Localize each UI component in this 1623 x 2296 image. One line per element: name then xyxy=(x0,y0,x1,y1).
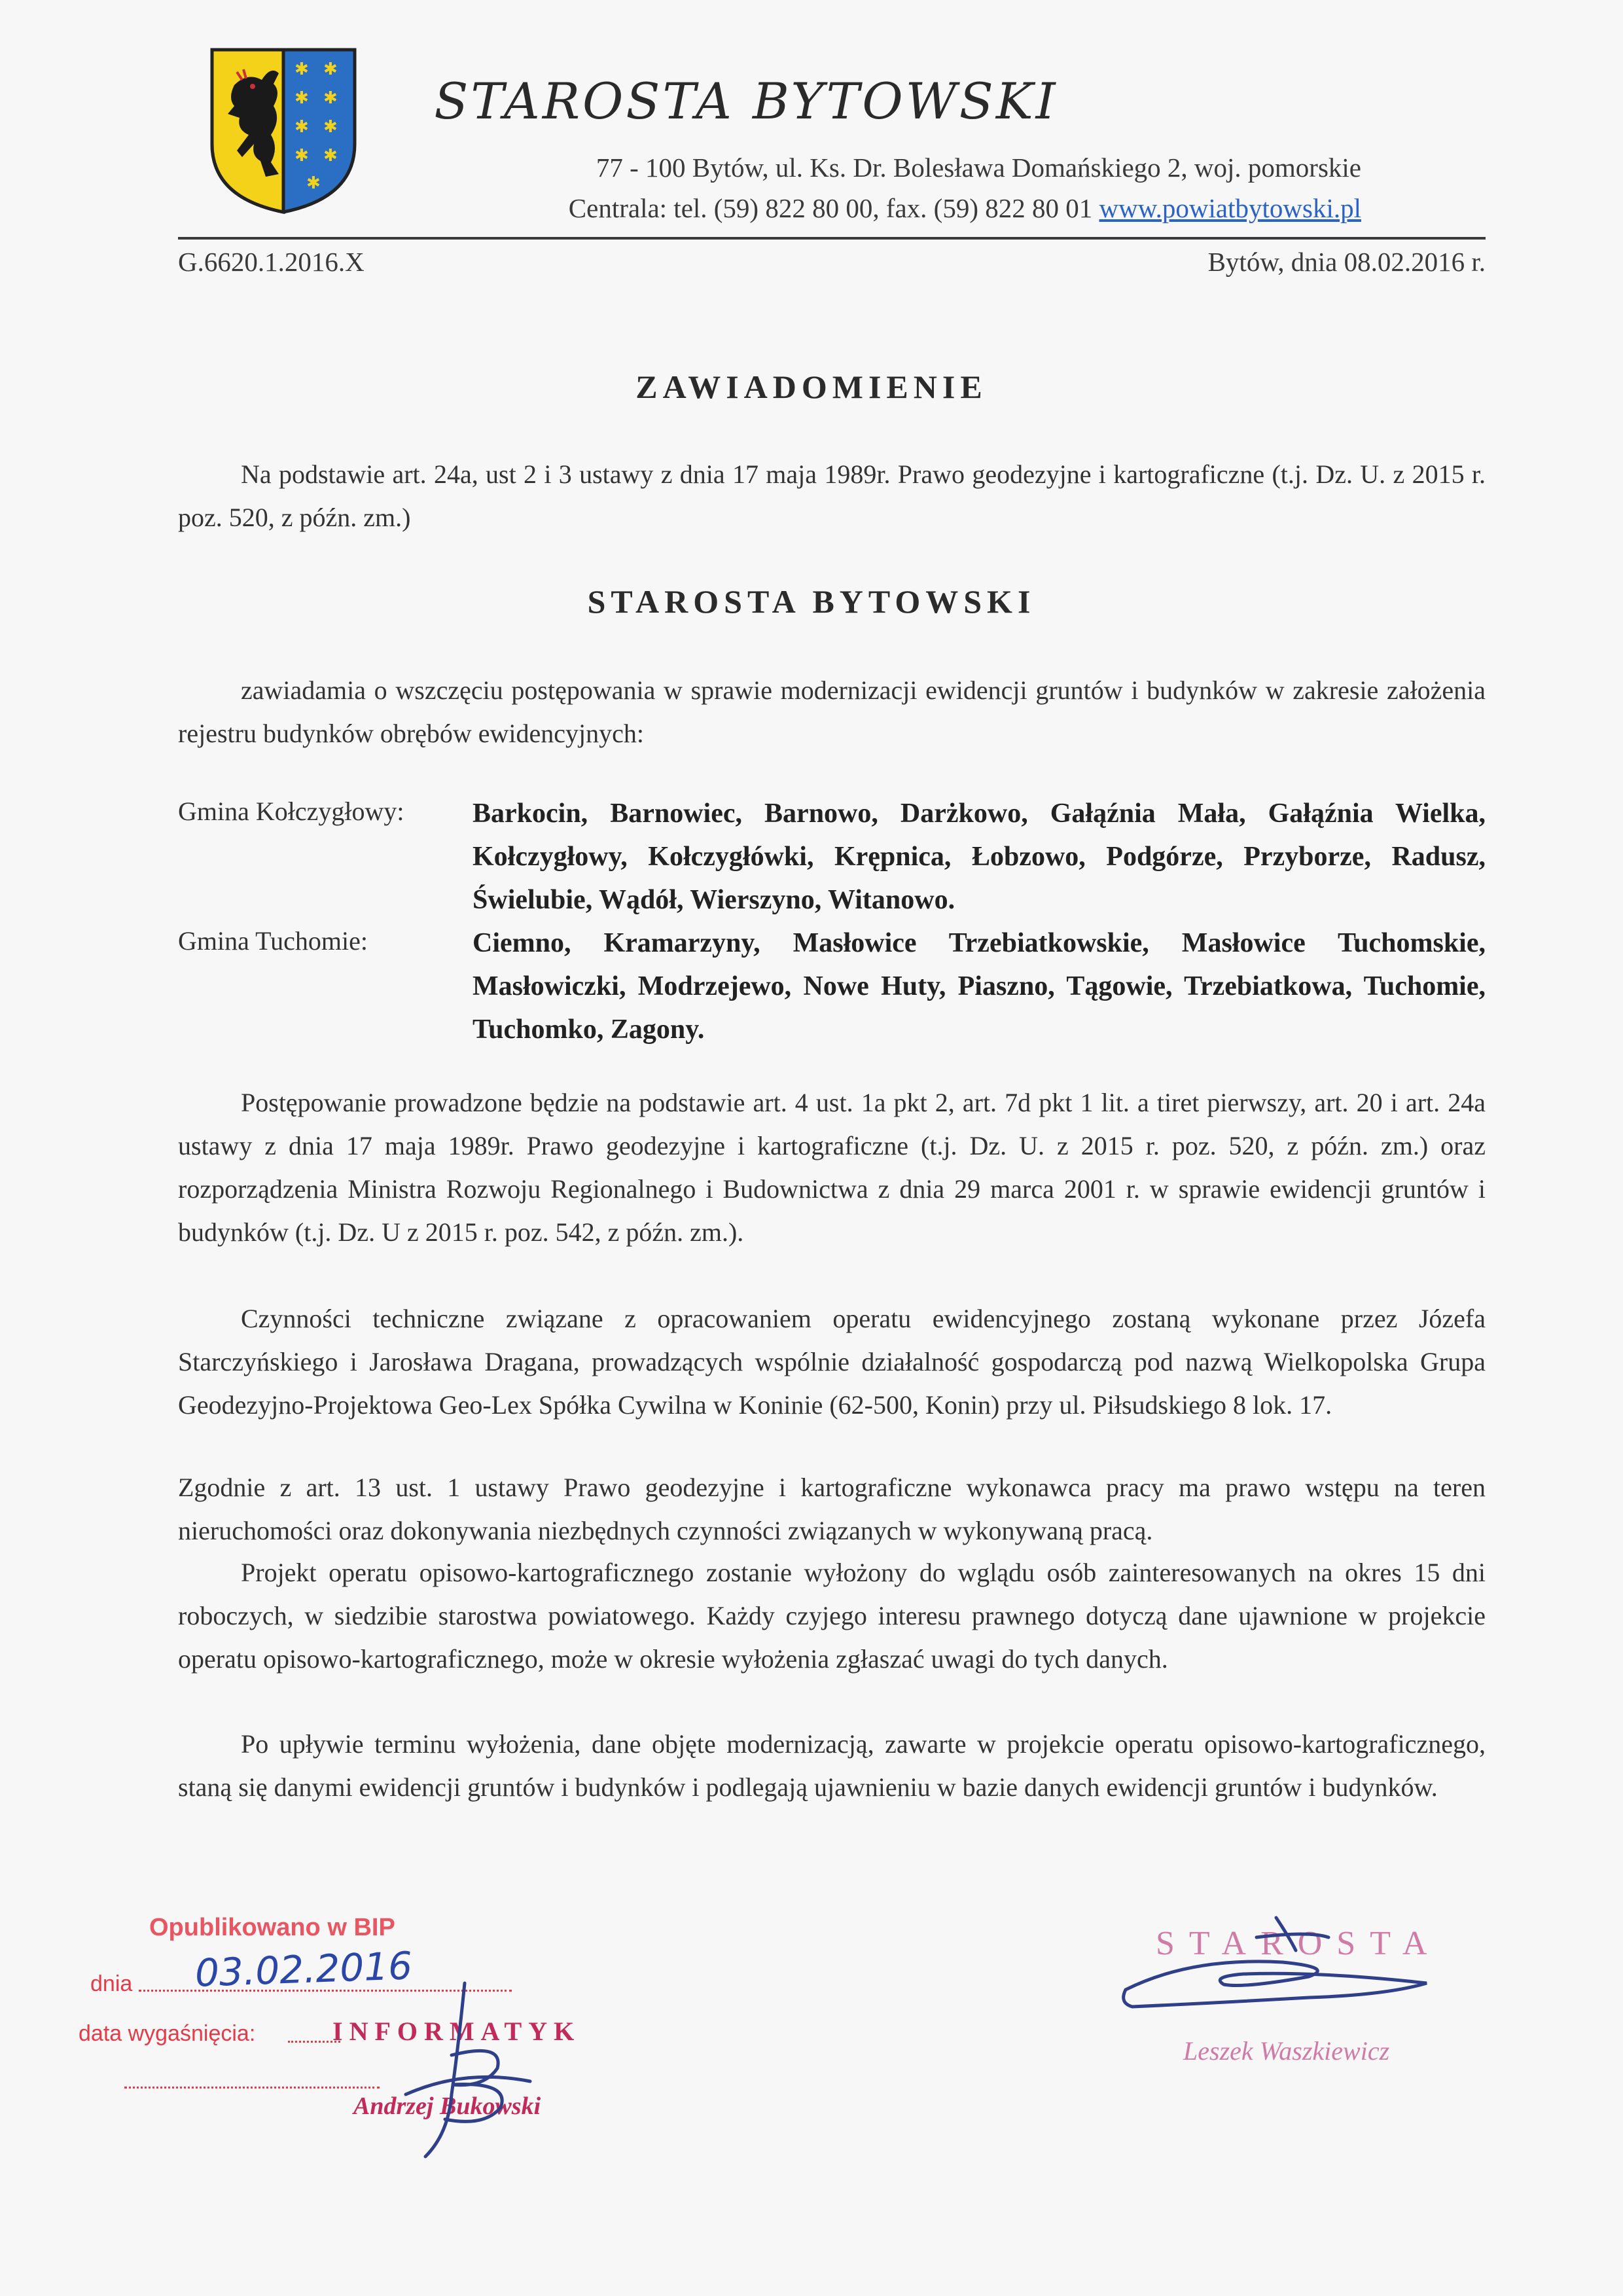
document-date: Bytów, dnia 08.02.2016 r. xyxy=(1207,247,1486,277)
informatyk-stamp-name: Andrzej Bukowski xyxy=(353,2092,541,2120)
body-paragraph-2: Czynności techniczne związane z opracowaniem operatu ewidencyjnego zostaną wykonane przez Józefa Starczyńskiego i Jarosława Dragana, prowadzących wspólnie działalność gospodarczą pod nazwą Wielkopolska Grupa Geodezyjno-Projektowa Geo-Lex Spółka Cywilna w Koninie (62-500, Konin) przy ul. Piłsudskiego 8 lok. 17. xyxy=(178,1304,1486,1420)
reference-number: G.6620.1.2016.X xyxy=(178,247,365,277)
contact-phone-fax: Centrala: tel. (59) 822 80 00, fax. (59) 822 80 01 xyxy=(568,193,1099,223)
legal-basis-paragraph: Na podstawie art. 24a, ust 2 i 3 ustawy z dnia 17 maja 1989r. Prawo geodezyjne i kartograficzne (t.j. Dz. U. z 2015 r. poz. 520, z późn. zm.) xyxy=(178,459,1486,532)
gmina-label-kolczyglowy: Gmina Kołczygłowy: xyxy=(178,797,404,826)
brand-title: STAROSTA BYTOWSKI xyxy=(434,72,1058,130)
coat-of-arms-icon xyxy=(208,46,359,215)
bip-bottom-dotted-line xyxy=(124,2087,380,2089)
starosta-signature-icon xyxy=(1113,1911,1505,2042)
bip-stamp-date-label: dnia xyxy=(90,1971,133,1996)
body-paragraph-3: Zgodnie z art. 13 ust. 1 ustawy Prawo geodezyjne i kartograficzne wykonawca pracy ma prawo wstępu na teren nieruchomości oraz dokonywania niezbędnych czynności związanych w wykonywaną pracą. xyxy=(178,1473,1486,1545)
bip-stamp-date-value: 03.02.2016 xyxy=(194,1943,414,1996)
address-line: 77 - 100 Bytów, ul. Ks. Dr. Bolesława Domańskiego 2, woj. pomorskie xyxy=(596,152,1361,183)
svg-text:✱: ✱ xyxy=(323,117,338,137)
svg-text:✱: ✱ xyxy=(306,173,321,193)
document-title: ZAWIADOMIENIE xyxy=(635,368,988,405)
body-paragraph-1: Postępowanie prowadzone będzie na podstawie art. 4 ust. 1a pkt 2, art. 7d pkt 1 lit. a tiret pierwszy, art. 20 i art. 24a ustawy z dnia 17 maja 1989r. Prawo geodezyjne i kartograficzne (t.j. Dz. U. z 2015 r. poz. 520, z późn. zm.) oraz rozporządzenia Ministra Rozwoju Regionalnego i Budownictwa z dnia 29 marca 2001 r. w sprawie ewidencji gruntów i budynków (t.j. Dz. U z 2015 r. poz. 542, z późn. zm.). xyxy=(178,1088,1486,1247)
svg-text:✱: ✱ xyxy=(294,88,309,108)
obreby-list-kolczyglowy: Barkocin, Barnowiec, Barnowo, Darżkowo, Gałąźnia Mała, Gałąźnia Wielka, Kołczygłowy, Kołczygłówki, Krępnica, Łobzowo, Podgórze, Przyborze, Radusz, Świelubie, Wądół, Wierszyno, Witanowo. xyxy=(473,798,1486,915)
informatyk-signature-icon xyxy=(380,1970,550,2166)
informatyk-stamp-title: INFORMATYK xyxy=(332,2017,581,2046)
svg-text:✱: ✱ xyxy=(323,60,338,79)
bip-stamp-expiry-label: data wygaśnięcia: xyxy=(79,2021,256,2046)
body-paragraph-4: Projekt operatu opisowo-kartograficznego zostanie wyłożony do wglądu osób zainteresowanych na okres 15 dni roboczych, w siedzibie starostwa powiatowego. Każdy czyjego interesu prawnego dotyczą dane ujawnione w projekcie operatu opisowo-kartograficznego, może w okresie wyłożenia zgłaszać uwagi do tych danych. xyxy=(178,1558,1486,1674)
bip-stamp-title: Opublikowano w BIP xyxy=(149,1914,395,1941)
body-paragraph-5: Po upływie terminu wyłożenia, dane objęte modernizacją, zawarte w projekcie operatu opisowo-kartograficznego, staną się danymi ewidencji gruntów i budynków i podlegają ujawnieniu w bazie danych ewidencji gruntów i budynków. xyxy=(178,1729,1486,1802)
website-link[interactable]: www.powiatbytowski.pl xyxy=(1099,193,1361,223)
svg-text:✱: ✱ xyxy=(294,146,309,166)
starosta-stamp-name: Leszek Waszkiewicz xyxy=(1183,2036,1390,2066)
svg-text:✱: ✱ xyxy=(294,60,309,79)
svg-text:✱: ✱ xyxy=(323,146,338,166)
authority-heading: STAROSTA BYTOWSKI xyxy=(587,583,1036,620)
svg-text:✱: ✱ xyxy=(323,88,338,108)
gmina-label-tuchomie: Gmina Tuchomie: xyxy=(178,926,368,956)
starosta-stamp-title: STAROSTA xyxy=(1156,1925,1442,1962)
header-divider xyxy=(178,237,1486,240)
obreby-list-tuchomie: Ciemno, Kramarzyny, Masłowice Trzebiatkowskie, Masłowice Tuchomskie, Masłowiczki, Modrzejewo, Nowe Huty, Piaszno, Tągowie, Trzebiatkowa, Tuchomie, Tuchomko, Zagony. xyxy=(473,928,1486,1045)
svg-text:✱: ✱ xyxy=(294,117,309,137)
notice-paragraph: zawiadamia o wszczęciu postępowania w sprawie modernizacji ewidencji gruntów i budynków w zakresie założenia rejestru budynków obrębów ewidencyjnych: xyxy=(178,675,1486,748)
contact-line xyxy=(393,192,1361,224)
